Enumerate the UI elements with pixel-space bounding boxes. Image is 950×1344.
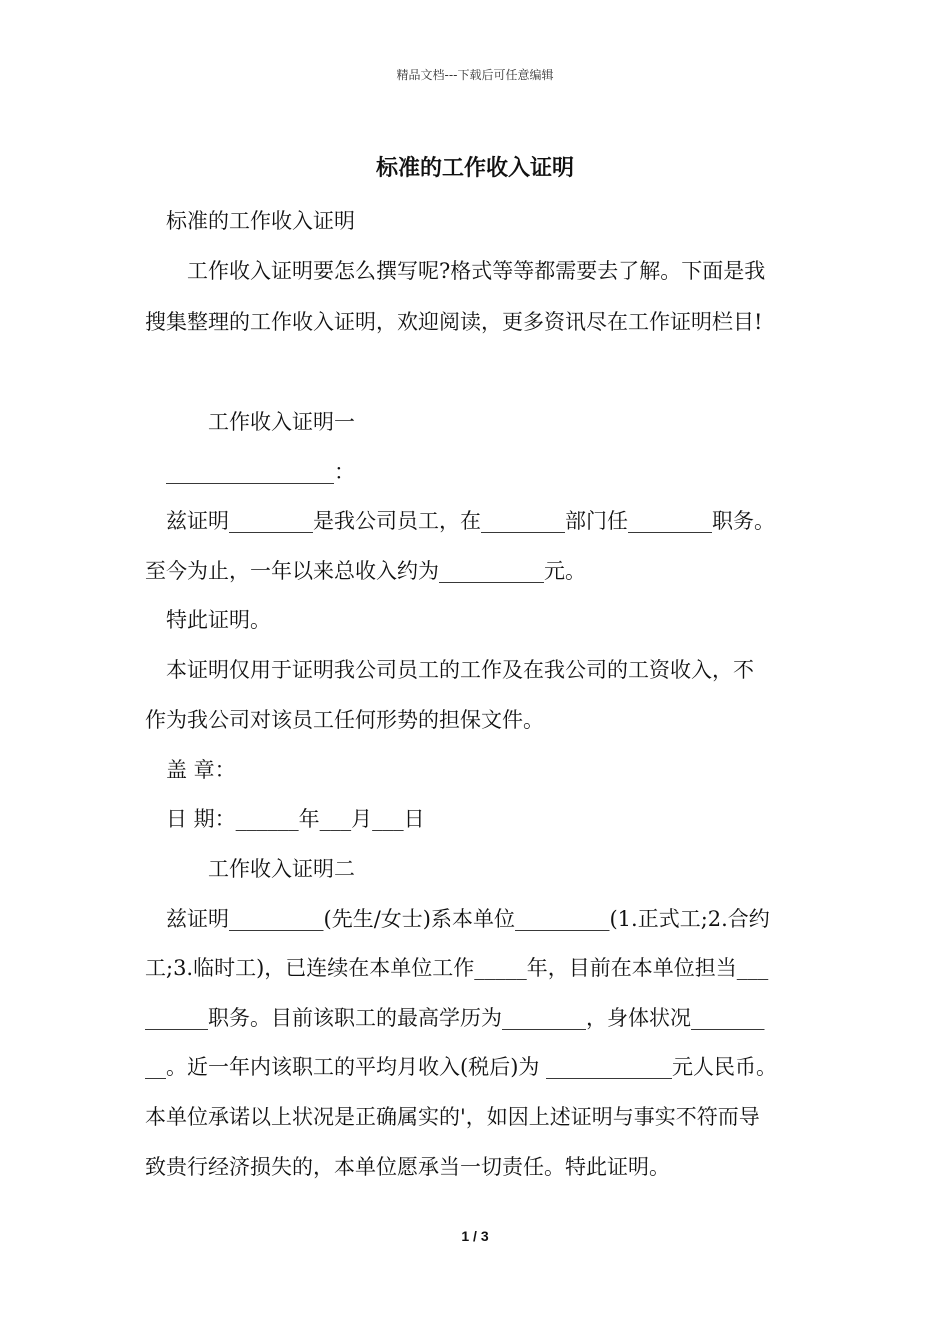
intro-line-1: 工作收入证明要怎么撰写呢?格式等等都需要去了解。下面是我 bbox=[145, 259, 766, 283]
cert1-closing: 特此证明。 bbox=[145, 608, 271, 632]
cert2-line-6: 致贵行经济损失的，本单位愿承当一切责任。特此证明。 bbox=[145, 1155, 670, 1179]
seal-line: 盖 章： bbox=[145, 758, 236, 782]
addressee-blank: ________________： bbox=[145, 460, 355, 484]
section-heading-1: 工作收入证明一 bbox=[145, 410, 355, 434]
intro-line-2: 搜集整理的工作收入证明，欢迎阅读，更多资讯尽在工作证明栏目! bbox=[145, 310, 763, 334]
cert1-note-line-1: 本证明仅用于证明我公司员工的工作及在我公司的工资收入，不 bbox=[145, 658, 754, 682]
date-line: 日 期：______年___月___日 bbox=[145, 807, 425, 831]
cert2-line-1: 兹证明_________(先生/女士)系本单位_________(1.正式工;2.合约 bbox=[145, 907, 770, 931]
section-heading-2: 工作收入证明二 bbox=[145, 857, 355, 881]
cert2-line-3: ______职务。目前该职工的最高学历为________，身体状况_______ bbox=[145, 1006, 765, 1030]
cert2-line-4: __。近一年内该职工的平均月收入(税后)为 ____________元人民币。 bbox=[145, 1055, 778, 1079]
page-number: 1 / 3 bbox=[461, 1228, 489, 1244]
subtitle-line: 标准的工作收入证明 bbox=[145, 209, 355, 233]
cert1-note-line-2: 作为我公司对该员工任何形势的担保文件。 bbox=[145, 708, 544, 732]
cert2-line-2: 工;3.临时工)，已连续在本单位工作_____年，目前在本单位担当___ bbox=[145, 956, 769, 980]
cert2-line-5: 本单位承诺以上状况是正确属实的'，如因上述证明与事实不符而导 bbox=[145, 1105, 760, 1129]
page-header: 精品文档---下载后可任意编辑 bbox=[396, 68, 554, 82]
cert1-line-2: 至今为止，一年以来总收入约为__________元。 bbox=[145, 559, 586, 583]
document-title: 标准的工作收入证明 bbox=[375, 155, 574, 181]
cert1-line-1: 兹证明________是我公司员工，在________部门任________职务。 bbox=[145, 509, 775, 533]
